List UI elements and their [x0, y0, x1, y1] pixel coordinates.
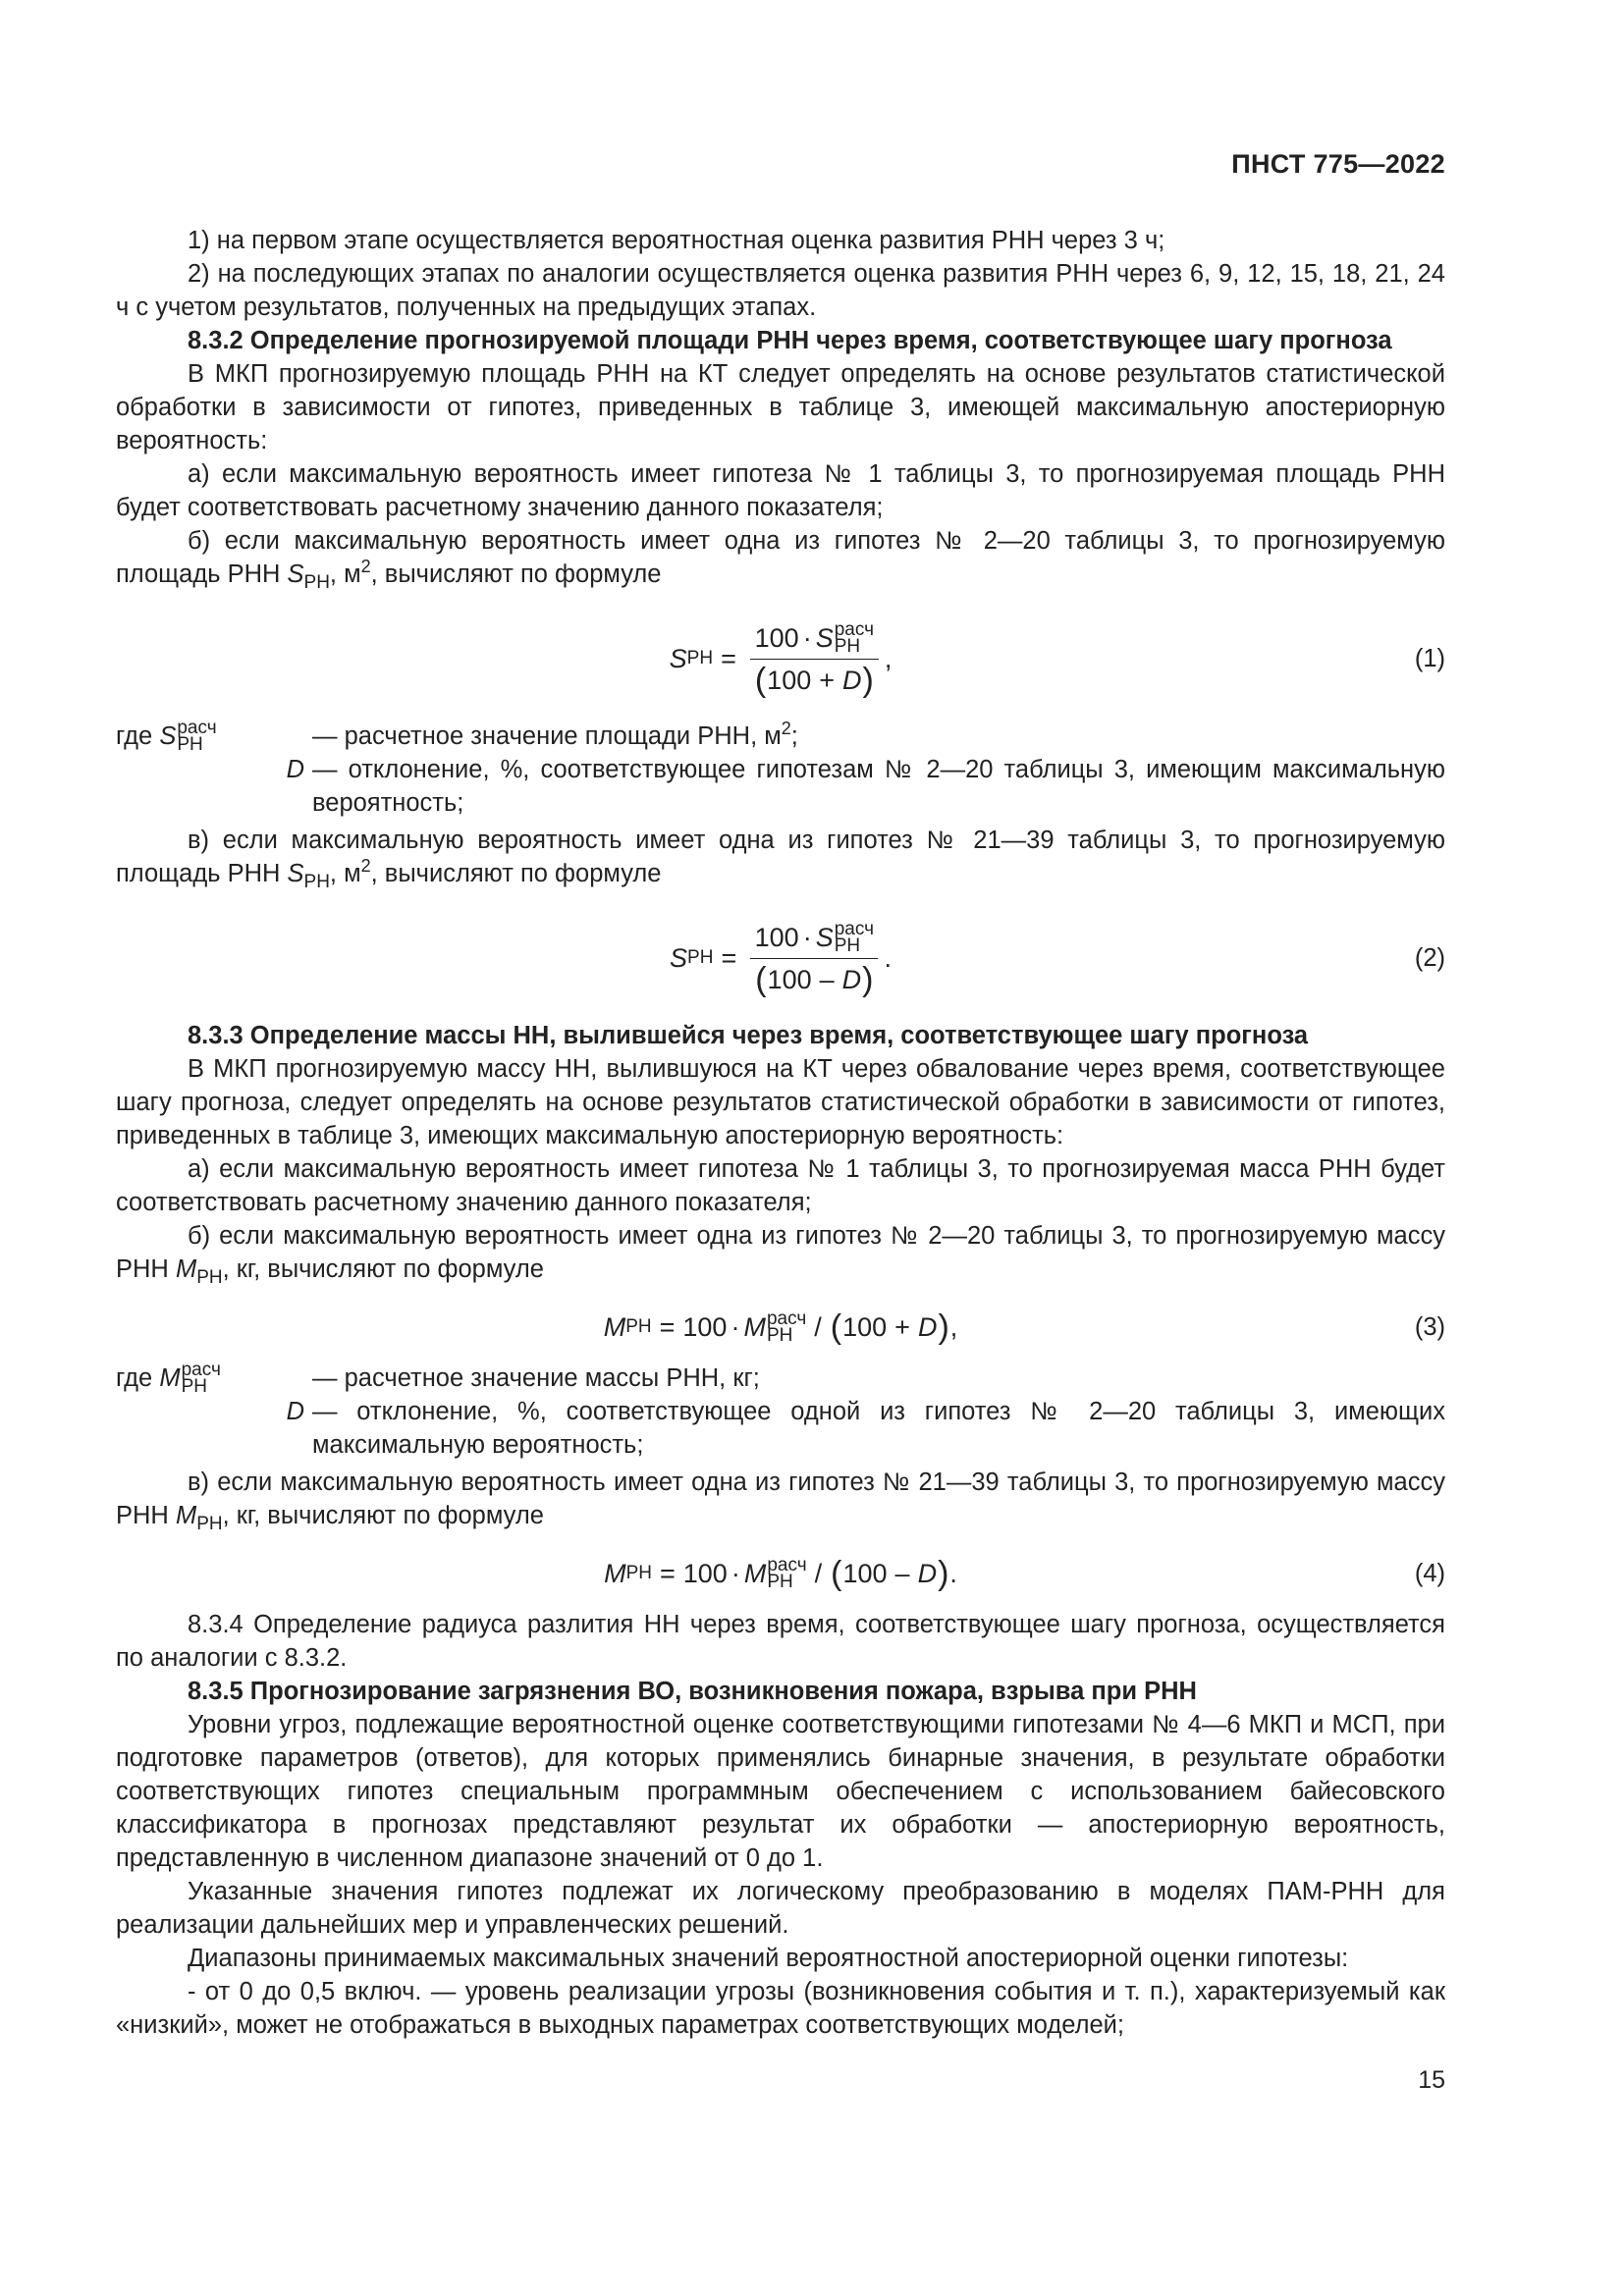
formula-number: (2) — [1414, 944, 1445, 972]
section-heading-8-3-3: 8.3.3 Определение массы НН, вылившейся через время, соответствующее шагу прогноза — [188, 1022, 1309, 1049]
formula-2: S РН = 100 · S расч РН ( 100 – D ) . (2) — [670, 918, 1445, 998]
paragraph-8-3-5-2: Указанные значения гипотез подлежат их логическому преобразованию в моделях ПАМ-РНН для реализации дальнейших мер и управленческих решений. — [116, 1878, 1445, 1939]
page-content — [116, 224, 1445, 2042]
paragraph-step-2: 2) на последующих этапах по аналогии осуществляется оценка развития РНН через 6, 9, 12, 15, 18, 21, 24 ч с учетом результатов, полученных на предыдущих этапах. — [116, 260, 1445, 321]
paragraph-8-3-5-3: Диапазоны принимаемых максимальных значений вероятностной апостериорной оценки гипотезы: — [188, 1945, 1349, 1972]
fraction: 100 · S расч РН ( 100 + D ) — [750, 621, 879, 697]
paragraph-8-3-5-4: - от 0 до 0,5 включ. — уровень реализации угрозы (возникновения события и т. п.), характеризуемый как «низкий», может не отображаться в выходных параметрах соответствующих моделей; — [116, 1978, 1445, 2039]
paragraph-8-3-5-1: Уровни угроз, подлежащие вероятностной оценке соответствующими гипотезами № 4—6 МКП и МСП, при подготовке параметров (ответов), для которых применялись бинарные значения, в результате обработки соответствующих гипотез специальным программным обеспечением с использованием байесовского классификатора в прогнозах представляют результат их обработки — апостериорную вероятность, представленную в численном диапазоне значений от 0 до 1. — [116, 1711, 1445, 1872]
paragraph-8-3-2-a: а) если максимальную вероятность имеет гипотеза № 1 таблицы 3, то прогнозируемая площадь РНН будет соответствовать расчетному значению данного показателя; — [116, 460, 1445, 521]
paragraph-8-3-3-v: в) если максимальную вероятность имеет одна из гипотез № 21—39 таблицы 3, то прогнозируемую массу РНН $M_{РН}$, кг, вычисляют по формуле — [116, 1468, 1445, 1534]
paragraph-8-3-4: 8.3.4 Определение радиуса разлития НН через время, соответствующее шагу прогноза, осуществляется по аналогии с 8.3.2. — [116, 1611, 1445, 1672]
formula-number: (3) — [1414, 1313, 1445, 1341]
paragraph-step-1: 1) на первом этапе осуществляется вероятностная оценка развития РНН через 3 ч; — [188, 227, 1165, 254]
where-block-1: где S расч РН — расчетное значение площади РНН, $м^2$; D — отклонение, %, соответствующее гипотезам № 2—20 таблицы 3, имеющим максимальную вероятность; — [116, 718, 1445, 817]
paragraph-8-3-2-intro: В МКП прогнозируемую площадь РНН на КТ следует определять на основе результатов статистической обработки в зависимости от гипотез, приведенных в таблице 3, имеющей максимальную апостериорную вероятность: — [116, 360, 1445, 454]
paragraph-8-3-2-b: б) если максимальную вероятность имеет одна из гипотез № 2—20 таблицы 3, то прогнозируемую площадь РНН $S_{РН}$, $м^2$, вычисляют по формуле — [116, 527, 1445, 593]
formula-3: M РН = 100 · M расч РН / ( 100 + D ) , (3) — [603, 1308, 1445, 1346]
paragraph-8-3-3-intro: В МКП прогнозируемую массу НН, вылившуюся на КТ через обвалование через время, соответствующее шагу прогноза, следует определять на основе результатов статистической обработки в зависимости от гипотез, приведенных в таблице 3, имеющих максимальную апостериорную вероятность: — [116, 1055, 1445, 1149]
fraction: 100 · S расч РН ( 100 – D ) — [750, 921, 878, 996]
formula-1: S РН = 100 · S расч РН ( 100 + D ) , (1) — [669, 618, 1445, 699]
section-heading-8-3-5: 8.3.5 Прогнозирование загрязнения ВО, возникновения пожара, взрыва при РНН — [188, 1678, 1197, 1705]
formula-4: M РН = 100 · M расч РН / ( 100 – D ) . (4) — [604, 1555, 1445, 1592]
page-number: 15 — [1418, 2066, 1445, 2094]
paragraph-8-3-3-b: б) если максимальную вероятность имеет одна из гипотез № 2—20 таблицы 3, то прогнозируемую массу РНН $M_{РН}$, кг, вычисляют по формуле — [116, 1222, 1445, 1288]
paragraph-8-3-2-v: в) если максимальную вероятность имеет одна из гипотез № 21—39 таблицы 3, то прогнозируемую площадь РНН $S_{РН}$, $м^2$, вычисляют по формуле — [116, 827, 1445, 892]
document-number-header: ПНСТ 775—2022 — [1231, 149, 1445, 179]
formula-number: (1) — [1414, 645, 1445, 672]
formula-number: (4) — [1414, 1560, 1445, 1587]
where-block-2: где M расч РН — расчетное значение массы РНН, кг; D — отклонение, %, соответствующее одной из гипотез № 2—20 таблицы 3, имеющих максимальную вероятность; — [116, 1360, 1445, 1459]
section-heading-8-3-2: 8.3.2 Определение прогнозируемой площади РНН через время, соответствующее шагу прогноза — [188, 327, 1392, 354]
paragraph-8-3-3-a: а) если максимальную вероятность имеет гипотеза № 1 таблицы 3, то прогнозируемая масса РНН будет соответствовать расчетному значению данного показателя; — [116, 1155, 1445, 1216]
